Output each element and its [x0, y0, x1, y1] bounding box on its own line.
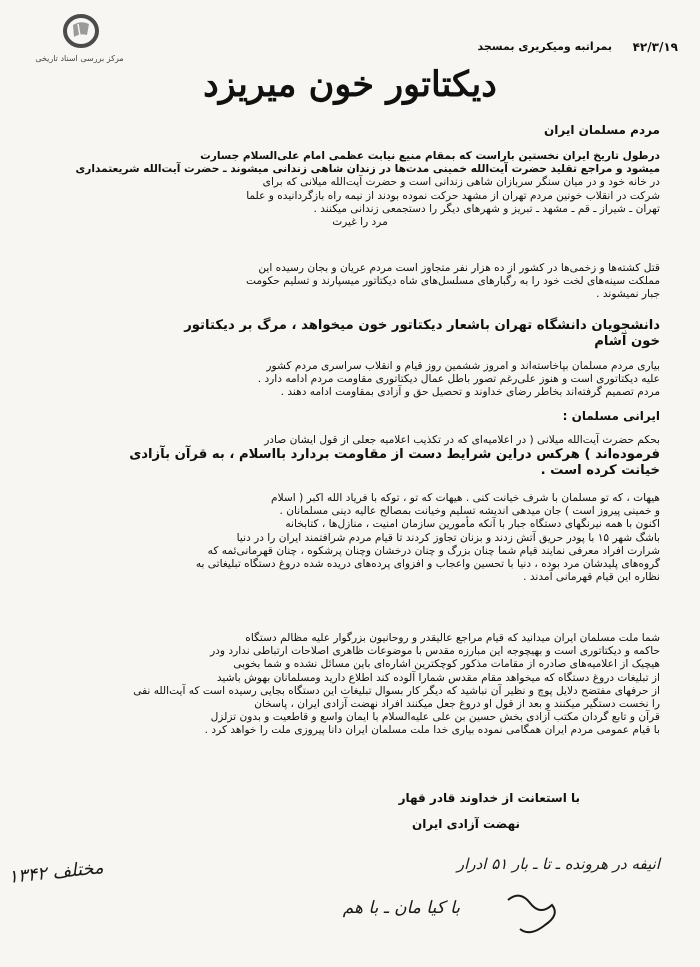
closing-line: با استعانت از خداوند قادر قهار — [398, 791, 580, 805]
signature-org: نهضت آزادی ایران — [411, 817, 520, 831]
text-line: درطول تاریخ ایران نخستین باراست که بمقام منیع نیابت عظمی امام علی‌السلام جسارت — [200, 150, 660, 162]
handwritten-note-1: انیفه در هرونده ـ تا ـ بار ۵۱ ادرار — [456, 855, 660, 873]
text-line: مرد را غیرت — [332, 216, 388, 229]
text-line: شرارت افراد معرفی نمایند قیام شما چنان بزرگ و چنان درخشان وچنان پرشکوه ، چنان قهرمانی‌ئمه که — [207, 544, 660, 557]
text-line: نظاره این قیام قهرمانی آمدند . — [523, 571, 660, 584]
text-line: در خانه خود و در میان سنگر سربازان شاهی زندانی است و حضرت آیت‌الله میلانی که برای — [262, 176, 660, 189]
text-line: قرآن و تابع گردان مکتب آزادی بخش حسین بن علی علیه‌السلام با ایمان واسع و قاطعیت و بدون تزلزل — [210, 711, 660, 724]
paragraph-6 — [60, 632, 660, 738]
text-line: را نخست دستگیر میکنند و بعد از قول او دروغ جعل میکنند افراد نهضت آزادی ایران ، پاسخان — [254, 698, 660, 711]
handwritten-margin-note: مختلف ۱۳۴۲ — [7, 857, 105, 888]
text-line: خون آشام — [594, 334, 660, 349]
slogan — [60, 318, 660, 350]
paragraph-3 — [60, 360, 660, 400]
text-line: از حرفهای مفتضح دلایل پوچ و نظیر آن نباشید که دیگر کار بسوال تبلیغات این دستگاه بجایی رسیده است که آیت‌الله نفی — [133, 684, 660, 697]
text-line: شما ملت مسلمان ایران میدانید که قیام مراجع عالیقدر و روحانیون بزرگوار علیه مظالم دستگاه — [245, 632, 660, 644]
document-date: ۴۲/۳/۱۹ — [632, 40, 678, 54]
salutation-2: ایرانی مسلمان : — [562, 409, 660, 423]
paragraph-1 — [60, 150, 660, 229]
handwritten-note-2: با کیا مان ـ با هم — [342, 898, 460, 918]
text-line: علیه دیکتاتوری است و هنوز علی‌رغم تصور باطل عمال دیکتاتوری مقاومت مردم ادامه دارد . — [257, 373, 660, 386]
text-line: باشگ شهر ۱۵ با پودر حریق آتش زدند و بزنان تجاوز کردند تا قیام مردم شرافتمند ایران را در دنیا — [236, 531, 660, 544]
text-line: مردم تصمیم گرفته‌اند بخاطر رضای خداوند و تحصیل حق و آزادی بمقاومت ادامه دهند . — [280, 386, 660, 399]
text-line: تهران ـ شیراز ـ قم ـ مشهد ـ تبریز و شهرهای دیگر را دستجمعی زندانی میکنند . — [313, 202, 660, 215]
text-line: هیهات ، که تو مسلمان با شرف خیانت کنی . هیهات که تو ، توکه با فریاد الله اکبر ( اسلام — [271, 492, 660, 504]
archive-logo-icon — [60, 12, 102, 50]
text-line: شرکت در انقلاب خونین مردم تهران از مشهد حرکت نموده بودند از نیمه راه بازگردانیده و علما — [246, 189, 660, 202]
paragraph-4 — [60, 434, 660, 479]
text-line: گروه‌های پلیدشان مرد بوده ، دنیا با تحسین واعجاب و افزوای پرده‌های دریده شده دروغ دستگاه تبلیغاتی به — [195, 558, 660, 571]
header-note: بمراتبه ومیکریری بمسجد — [477, 40, 612, 53]
salutation: مردم مسلمان ایران — [544, 123, 660, 137]
text-line: جبار نمیشوند . — [596, 288, 660, 301]
text-line: میشود و مراجع تقلید حضرت آیت‌الله خمینی مدت‌ها در زندان شاهی زندانی میشوند ـ حضرت آیت‌الله شریعتمداری — [75, 163, 660, 176]
text-line: بیاری مردم مسلمان بپاخاسته‌اند و امروز ششمین روز قیام و انقلاب سراسری مردم کشور — [266, 360, 660, 372]
text-line: دانشجویان دانشگاه تهران باشعار دیکتاتور خون میخواهد ، مرگ بر دیکتاتور — [184, 318, 660, 333]
text-line: هیچیک از اعلامیه‌های صادره از مقامات مذکور کوچکترین اشاره‌ای باین مسائل نشده و شما بخوبی — [233, 658, 660, 671]
paragraph-2 — [60, 262, 660, 302]
archive-logo-text: مرکز بررسی اسناد تاریخی — [35, 54, 124, 63]
document-title: دیکتاتور خون میریزد — [203, 64, 497, 105]
paragraph-5 — [60, 492, 660, 584]
text-line: حاکمه و دیکتاتوری است و بهیچوجه این مبارزه مقدس با موضوعات ظاهری اصلاحات ارتباطی ندارد ودر — [210, 645, 660, 658]
text-line: مملکت سینه‌های لخت خود را به رگبارهای مسلسل‌های شاه دیکتاتور میسپارند و تسلیم حکومت — [245, 275, 660, 288]
text-line: قتل کشته‌ها و زخمی‌ها در کشور از ده هزار نفر متجاوز است مردم عریان و بجان رسیده این — [258, 262, 660, 274]
text-line: بحکم حضرت آیت‌الله میلانی ( در اعلامیه‌ای که در تکذیب اعلامیه جعلی از قول ایشان صادر — [264, 434, 660, 446]
text-line: با قیام عمومی مردم ایران همگامی نموده بیاری خدا ملت مسلمان ایران دانا پیروزی ملت را خواهد کرد . — [204, 724, 660, 737]
text-line: خیانت کرده است . — [540, 463, 660, 479]
text-line: و خمینی پیروز است ) جان میدهی اندیشه تسلیم وخیانت بمصالح عالیه دینی مسلمانان . — [279, 505, 660, 518]
text-line: فرموده‌اند ) هرکس دراین شرایط دست از مقاومت بردارد بااسلام ، به قرآن بآزادی — [129, 447, 660, 463]
signature-scribble-icon — [500, 885, 570, 945]
text-line: اکنون با همه نیرنگهای دستگاه جبار با آنکه مأمورین سازمان امنیت ، منازل‌ها ، کتابخانه — [285, 518, 660, 531]
text-line: از تبلیغات دروغ دستگاه که میخواهد مقام مقدس شمارا آلوده کند اطلاع دارید ومسلمانان بهوش باشید — [216, 671, 660, 684]
